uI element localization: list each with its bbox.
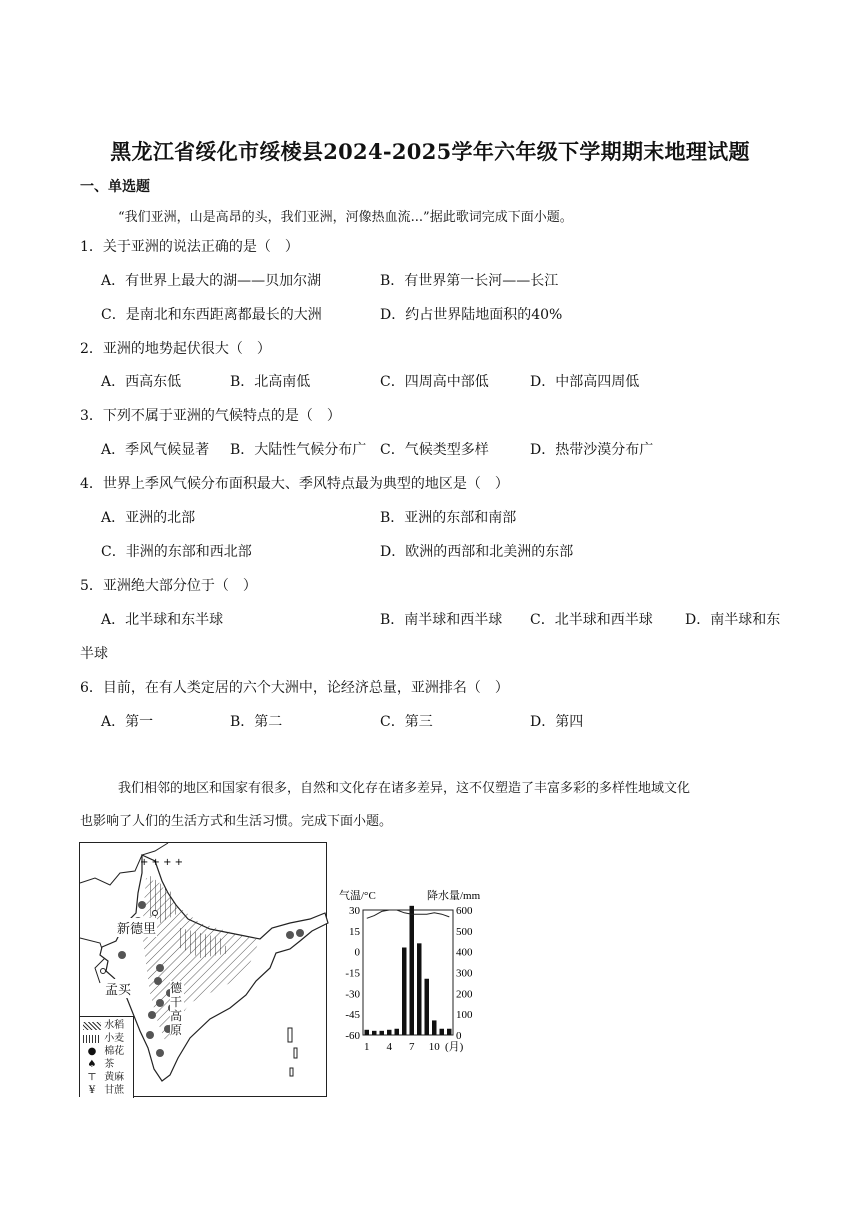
- left-axis-title: 气温/°C: [339, 890, 376, 902]
- precipitation-bars: [365, 906, 452, 1035]
- left-tick-label: 30: [349, 905, 360, 917]
- legend-jute: [83, 1071, 133, 1084]
- jute-icon: ⊤: [87, 1072, 97, 1083]
- q2-option-a[interactable]: A．西高东低: [101, 374, 182, 390]
- intro2-line2: 也影响了人们的生活方式和生活习惯。完成下面小题。: [80, 814, 393, 829]
- legend-cotton: [83, 1045, 133, 1058]
- q4-option-a[interactable]: A．亚洲的北部: [101, 510, 196, 526]
- map-legend: [80, 1016, 134, 1098]
- precipitation-bar: [417, 943, 422, 1035]
- mumbai-marker: [101, 969, 106, 974]
- question-6-stem: 6．目前，在有人类定居的六个大洲中，论经济总量，亚洲排名（ ）: [80, 680, 509, 696]
- precipitation-bar: [432, 1020, 437, 1035]
- plateau-char: 德: [170, 981, 183, 995]
- precipitation-bar: [402, 948, 407, 1036]
- legend-label: 甘蔗: [104, 1085, 125, 1096]
- q3-option-d[interactable]: D．热带沙漠分布广: [530, 442, 654, 458]
- q2-option-b[interactable]: B．北高南低: [230, 374, 311, 390]
- delhi-label: 新德里: [116, 918, 157, 937]
- page-title: 黑龙江省绥化市绥棱县2024-2025学年六年级下学期期末地理试题: [110, 139, 750, 164]
- legend-tea: [83, 1058, 133, 1071]
- precipitation-bar: [440, 1029, 445, 1035]
- section-title: 一、单选题: [80, 179, 150, 195]
- q5-option-d-wrap: 半球: [80, 646, 108, 662]
- cotton-icon: ●: [87, 1046, 97, 1057]
- q6-option-b[interactable]: B．第二: [230, 714, 283, 730]
- q5-option-a[interactable]: A．北半球和东半球: [101, 612, 224, 628]
- legend-label: 黄麻: [104, 1072, 125, 1083]
- cross-marks: + + + +: [140, 857, 184, 868]
- island: [288, 1028, 292, 1042]
- plot-frame: [363, 910, 453, 1035]
- right-tick-label: 100: [456, 1009, 473, 1022]
- question-4-stem: 4．世界上季风气候分布面积最大、季风特点最为典型的地区是（ ）: [80, 476, 509, 492]
- left-tick-label: 0: [354, 946, 360, 959]
- deccan-plateau-label: [170, 981, 184, 1037]
- right-axis-title: 降水量/mm: [427, 890, 481, 902]
- legend-label: 水稻: [104, 1020, 125, 1031]
- left-tick-label: -30: [345, 988, 360, 1001]
- island: [294, 1048, 297, 1058]
- sugarcane-icon: ¥: [88, 1085, 96, 1096]
- q4-option-d[interactable]: D．欧洲的西部和北美洲的东部: [380, 544, 574, 560]
- legend-rice: [83, 1019, 133, 1032]
- q2-option-c[interactable]: C．四周高中部低: [380, 374, 489, 390]
- q1-option-c[interactable]: C．是南北和东西距离都最长的大洲: [101, 307, 322, 323]
- climate-chart-svg: [333, 880, 481, 1060]
- legend-wheat: [83, 1032, 133, 1045]
- precipitation-bar: [447, 1029, 452, 1035]
- q5-option-d[interactable]: D．南半球和东: [685, 612, 781, 628]
- precipitation-bar: [395, 1029, 400, 1035]
- legend-label: 棉花: [104, 1046, 125, 1057]
- question-1-stem: 1．关于亚洲的说法正确的是（ ）: [80, 239, 299, 255]
- q1-option-a[interactable]: A．有世界上最大的湖——贝加尔湖: [101, 273, 322, 289]
- left-tick-label: 15: [349, 925, 360, 938]
- border-line: [80, 938, 105, 983]
- x-tick-label: 7: [409, 1041, 415, 1053]
- right-tick-label: 500: [456, 925, 473, 938]
- left-tick-label: -15: [345, 967, 360, 980]
- precipitation-bar: [380, 1031, 385, 1035]
- precipitation-bar: [387, 1030, 392, 1035]
- q1-option-d[interactable]: D．约占世界陆地面积的40%: [380, 307, 563, 323]
- q3-option-b[interactable]: B．大陆性气候分布广: [230, 442, 367, 458]
- question-5-stem: 5．亚洲绝大部分位于（ ）: [80, 578, 257, 594]
- q1-option-b[interactable]: B．有世界第一长河——长江: [380, 273, 559, 289]
- island: [290, 1068, 293, 1076]
- temperature-line: [367, 910, 450, 918]
- x-tick-labels: [364, 1041, 440, 1053]
- x-tick-label: 4: [386, 1041, 392, 1053]
- plateau-char: 高: [170, 1009, 183, 1023]
- delhi-marker: [153, 911, 158, 916]
- left-tick-labels: [345, 905, 360, 1042]
- intro-paragraph: “我们亚洲，山是高昂的头，我们亚洲，河像热血流...”据此歌词完成下面小题。: [118, 210, 573, 225]
- precipitation-bar: [410, 906, 415, 1035]
- right-tick-label: 300: [456, 967, 473, 980]
- x-tick-label: 10: [428, 1041, 440, 1053]
- precipitation-bar: [365, 1030, 370, 1035]
- question-2-stem: 2．亚洲的地势起伏很大（ ）: [80, 341, 271, 357]
- q6-option-c[interactable]: C．第三: [380, 714, 433, 730]
- left-tick-label: -45: [345, 1009, 360, 1022]
- right-tick-label: 0: [456, 1030, 462, 1042]
- precipitation-bar: [425, 979, 430, 1035]
- q3-option-a[interactable]: A．季风气候显著: [101, 442, 210, 458]
- question-3-stem: 3．下列不属于亚洲的气候特点的是（ ）: [80, 408, 341, 424]
- q2-option-d[interactable]: D．中部高四周低: [530, 374, 640, 390]
- legend-label: 茶: [104, 1059, 115, 1070]
- left-tick-label: -60: [345, 1030, 360, 1042]
- right-tick-labels: [456, 905, 473, 1042]
- q4-option-b[interactable]: B．亚洲的东部和南部: [380, 510, 517, 526]
- right-tick-label: 200: [456, 988, 473, 1001]
- tea-leaf-icon: ♠: [87, 1059, 97, 1070]
- legend-label: 小麦: [104, 1033, 125, 1044]
- climate-chart: [333, 880, 481, 1060]
- q5-option-c[interactable]: C．北半球和西半球: [530, 612, 653, 628]
- q6-option-a[interactable]: A．第一: [101, 714, 154, 730]
- precipitation-bar: [372, 1031, 377, 1035]
- plateau-char: 原: [170, 1023, 183, 1037]
- india-agriculture-map: [79, 842, 327, 1097]
- plateau-char: 干: [170, 995, 183, 1009]
- x-tick-label: 1: [364, 1041, 370, 1053]
- legend-sugarcane: [83, 1084, 133, 1097]
- q3-option-c[interactable]: C．气候类型多样: [380, 442, 489, 458]
- right-tick-label: 600: [456, 905, 473, 917]
- mumbai-label: 孟买: [104, 979, 132, 998]
- q4-option-c[interactable]: C．非洲的东部和西北部: [101, 544, 252, 560]
- right-tick-label: 400: [456, 946, 473, 959]
- intro2-line1: 我们相邻的地区和国家有很多，自然和文化存在诸多差异，这不仅塑造了丰富多彩的多样性地域文化: [118, 781, 691, 796]
- q6-option-d[interactable]: D．第四: [530, 714, 584, 730]
- q5-option-b[interactable]: B．南半球和西半球: [380, 612, 503, 628]
- x-unit-label: (月): [445, 1041, 464, 1053]
